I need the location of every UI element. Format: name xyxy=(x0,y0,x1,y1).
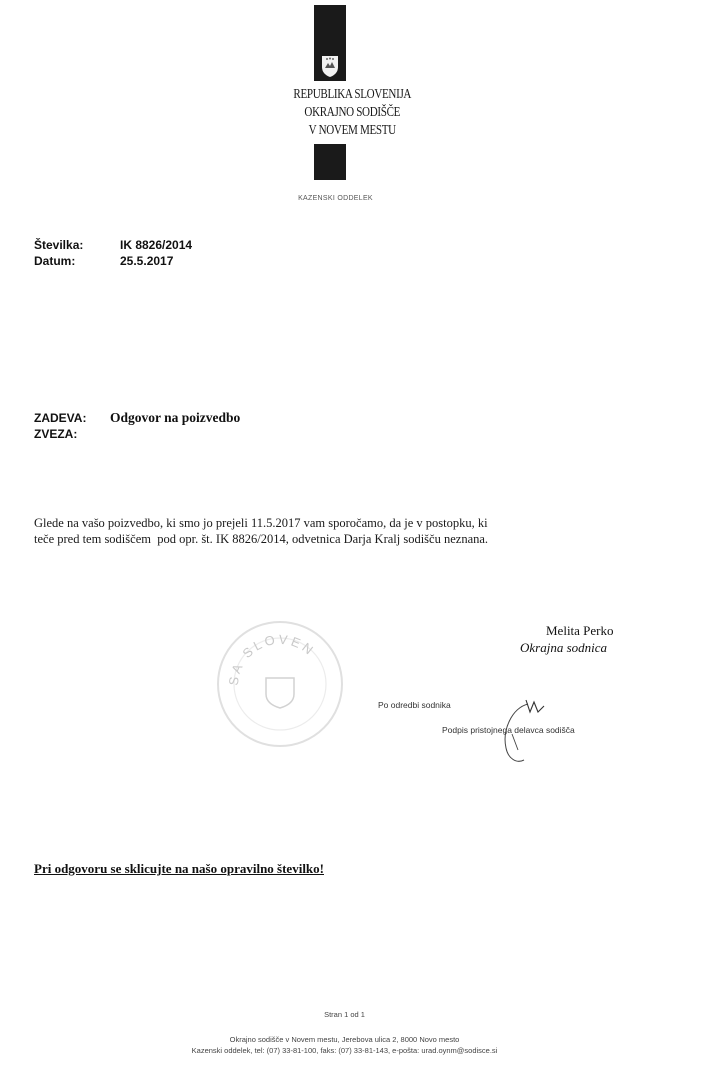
order-note: Po odredbi sodnika xyxy=(378,700,451,710)
department-label: KAZENSKI ODDELEK xyxy=(298,195,373,202)
zadeva-value: Odgovor na poizvedbo xyxy=(110,410,241,425)
staff-signature-label: Podpis pristojnega delavca sodišča xyxy=(442,725,575,735)
judge-title: Okrajna sodnica xyxy=(520,640,608,655)
court-line-1: REPUBLIKA SLOVENIJA xyxy=(293,86,412,101)
number-value: IK 8826/2014 xyxy=(120,238,193,252)
date-label: Datum: xyxy=(34,254,76,268)
court-line-3: V NOVEM MESTU xyxy=(308,122,396,137)
coat-of-arms-icon xyxy=(320,54,340,78)
date-value: 25.5.2017 xyxy=(120,254,174,268)
footer-address-1: Okrajno sodišče v Novem mestu, Jerebova ulica 2, 8000 Novo mesto xyxy=(229,1035,460,1044)
page-number: Stran 1 od 1 xyxy=(324,1010,365,1019)
body-line-1: Glede na vašo poizvedbo, ki smo jo prejeli 11.5.2017 vam sporočamo, da je v postopku, ki xyxy=(34,516,488,530)
number-label: Številka: xyxy=(34,238,84,252)
stamp-text: SA SLOVEN xyxy=(225,631,319,687)
body-line-2: teče pred tem sodiščem pod opr. št. IK 8826/2014, odvetnica Darja Kralj sodišču neznana. xyxy=(34,532,489,546)
zadeva-label: ZADEVA: xyxy=(34,411,87,425)
footer-address-2: Kazenski oddelek, tel: (07) 33-81-100, faks: (07) 33-81-143, e-pošta: urad.oynm@sodisce.si xyxy=(191,1046,498,1055)
reference-notice: Pri odgovoru se sklicujte na našo opravilno številko! xyxy=(34,861,324,876)
court-stamp-icon xyxy=(212,616,348,752)
zveza-label: ZVEZA: xyxy=(34,427,78,441)
judge-name: Melita Perko xyxy=(546,623,614,638)
emblem-bar-bottom xyxy=(314,144,346,180)
court-line-2: OKRAJNO SODIŠČE xyxy=(304,104,401,119)
